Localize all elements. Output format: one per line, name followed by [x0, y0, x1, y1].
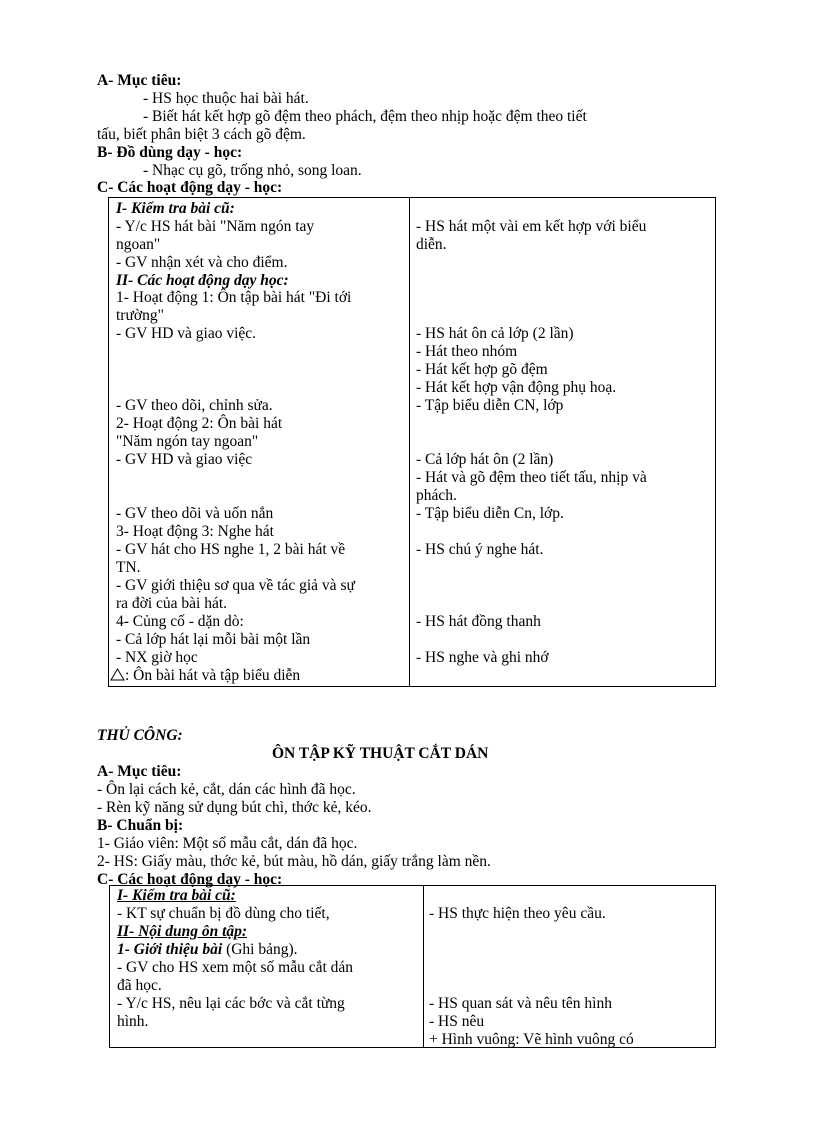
teacher-step: - GV HD và giao việc.: [116, 325, 257, 342]
student-activity: - HS hát một vài em kết hợp với biểu: [416, 218, 647, 235]
teacher-step: trường": [116, 307, 164, 324]
lesson-title: ÔN TẬP KỸ THUẬT CẮT DÁN: [272, 745, 489, 762]
teacher-step: 3- Hoạt động 3: Nghe hát: [116, 523, 274, 540]
lesson-table-1: [108, 197, 716, 687]
objective-item: - Biết hát kết hợp gõ đệm theo phách, đệm theo nhịp hoặc đệm theo tiết: [143, 108, 587, 125]
teacher-step: [117, 941, 298, 959]
activities-heading: C- Các hoạt động dạy - học:: [97, 871, 283, 888]
teacher-step: - GV cho HS xem một số mẫu cắt dán: [117, 959, 354, 976]
objective-item: - Ôn lại cách kẻ, cắt, dán các hình đã học.: [97, 781, 356, 798]
student-activity: - HS hát ôn cả lớp (2 lần): [416, 325, 574, 342]
homework-text: : Ôn bài hát và tập biểu diễn: [125, 667, 301, 684]
student-activity: - Hát và gõ đệm theo tiết tấu, nhịp và: [416, 469, 647, 486]
lesson-table-2: [109, 885, 716, 1048]
teacher-step: TN.: [116, 559, 141, 576]
student-activity: - HS thực hiện theo yêu cầu.: [429, 905, 606, 922]
teacher-step: "Năm ngón tay ngoan": [116, 433, 259, 450]
teacher-step: ngoan": [116, 236, 161, 253]
teacher-step: - Cả lớp hát lại mỗi bài một lần: [116, 631, 311, 648]
column-divider: [423, 886, 424, 1047]
student-activity: - HS hát đồng thanh: [416, 613, 541, 630]
teacher-step: - GV HD và giao việc: [116, 451, 253, 468]
teacher-step: - GV theo dõi, chỉnh sửa.: [116, 397, 273, 414]
student-activity: - Cả lớp hát ôn (2 lần): [416, 451, 554, 468]
materials-item: - Nhạc cụ gõ, trống nhỏ, song loan.: [143, 162, 362, 179]
teacher-step: hình.: [117, 1013, 149, 1030]
student-activity: diễn.: [416, 236, 447, 253]
teacher-step: ra đời của bài hát.: [116, 595, 228, 612]
teacher-step: đã học.: [117, 977, 162, 994]
objectives-heading: A- Mục tiêu:: [97, 763, 182, 780]
teacher-step: 4- Củng cố - dặn dò:: [116, 613, 244, 630]
materials-heading: B- Đồ dùng dạy - học:: [97, 144, 243, 161]
activities-heading: C- Các hoạt động dạy - học:: [97, 179, 283, 196]
student-activity: - Tập biểu diễn CN, lớp: [416, 397, 564, 414]
column-divider: [409, 198, 410, 686]
subject-label: THỦ CÔNG:: [97, 727, 183, 744]
teacher-step: - GV theo dõi và uốn nắn: [116, 505, 274, 522]
student-activity: - HS nghe và ghi nhớ: [416, 649, 549, 666]
student-activity: - HS quan sát và nêu tên hình: [429, 995, 612, 1012]
homework-note: [110, 667, 300, 686]
intro-label: 1- Giới thiệu bài: [117, 941, 223, 958]
table-heading: I- Kiểm tra bài cũ:: [116, 200, 235, 217]
student-activity: - Tập biểu diễn Cn, lớp.: [416, 505, 564, 522]
student-activity: - Hát kết hợp gõ đệm: [416, 361, 548, 378]
student-activity: - Hát theo nhóm: [416, 343, 518, 360]
student-activity: + Hình vuông: Vẽ hình vuông có: [429, 1031, 634, 1048]
objective-item: - HS học thuộc hai bài hát.: [143, 90, 309, 107]
teacher-step: - GV hát cho HS nghe 1, 2 bài hát về: [116, 541, 346, 558]
preparation-item: 2- HS: Giấy màu, thớc kẻ, bút màu, hồ dán, giấy trắng làm nền.: [97, 853, 491, 870]
student-activity: - HS chú ý nghe hát.: [416, 541, 544, 558]
student-activity: - Hát kết hợp vận động phụ hoạ.: [416, 379, 617, 396]
triangle-icon: [110, 668, 125, 686]
intro-note: (Ghi bảng).: [222, 941, 298, 958]
teacher-step: 2- Hoạt động 2: Ôn bài hát: [116, 415, 283, 432]
teacher-step: - NX giờ học: [116, 649, 198, 666]
teacher-step: - KT sự chuẩn bị đồ dùng cho tiết,: [117, 905, 330, 922]
teacher-step: - GV nhận xét và cho điểm.: [116, 254, 288, 271]
teacher-step: - Y/c HS, nêu lại các bớc và cắt từng: [117, 995, 345, 1012]
table-heading: II- Nội dung ôn tập:: [117, 923, 248, 940]
table-heading: II- Các hoạt động dạy học:: [116, 272, 289, 289]
student-activity: - HS nêu: [429, 1013, 485, 1030]
objective-item: - Rèn kỹ năng sử dụng bút chì, thớc kẻ, kéo.: [97, 799, 372, 816]
student-activity: phách.: [416, 487, 457, 504]
teacher-step: - Y/c HS hát bài "Năm ngón tay: [116, 218, 315, 235]
table-heading: I- Kiểm tra bài cũ:: [117, 887, 236, 904]
objective-item-continued: tấu, biết phân biệt 3 cách gõ đệm.: [97, 126, 306, 143]
objectives-heading: A- Mục tiêu:: [97, 72, 182, 89]
preparation-item: 1- Giáo viên: Một số mẫu cắt, dán đã học.: [97, 835, 358, 852]
teacher-step: - GV giới thiệu sơ qua về tác giả và sự: [116, 577, 355, 594]
teacher-step: 1- Hoạt động 1: Ôn tập bài hát "Đi tới: [116, 289, 352, 306]
preparation-heading: B- Chuẩn bị:: [97, 817, 184, 834]
